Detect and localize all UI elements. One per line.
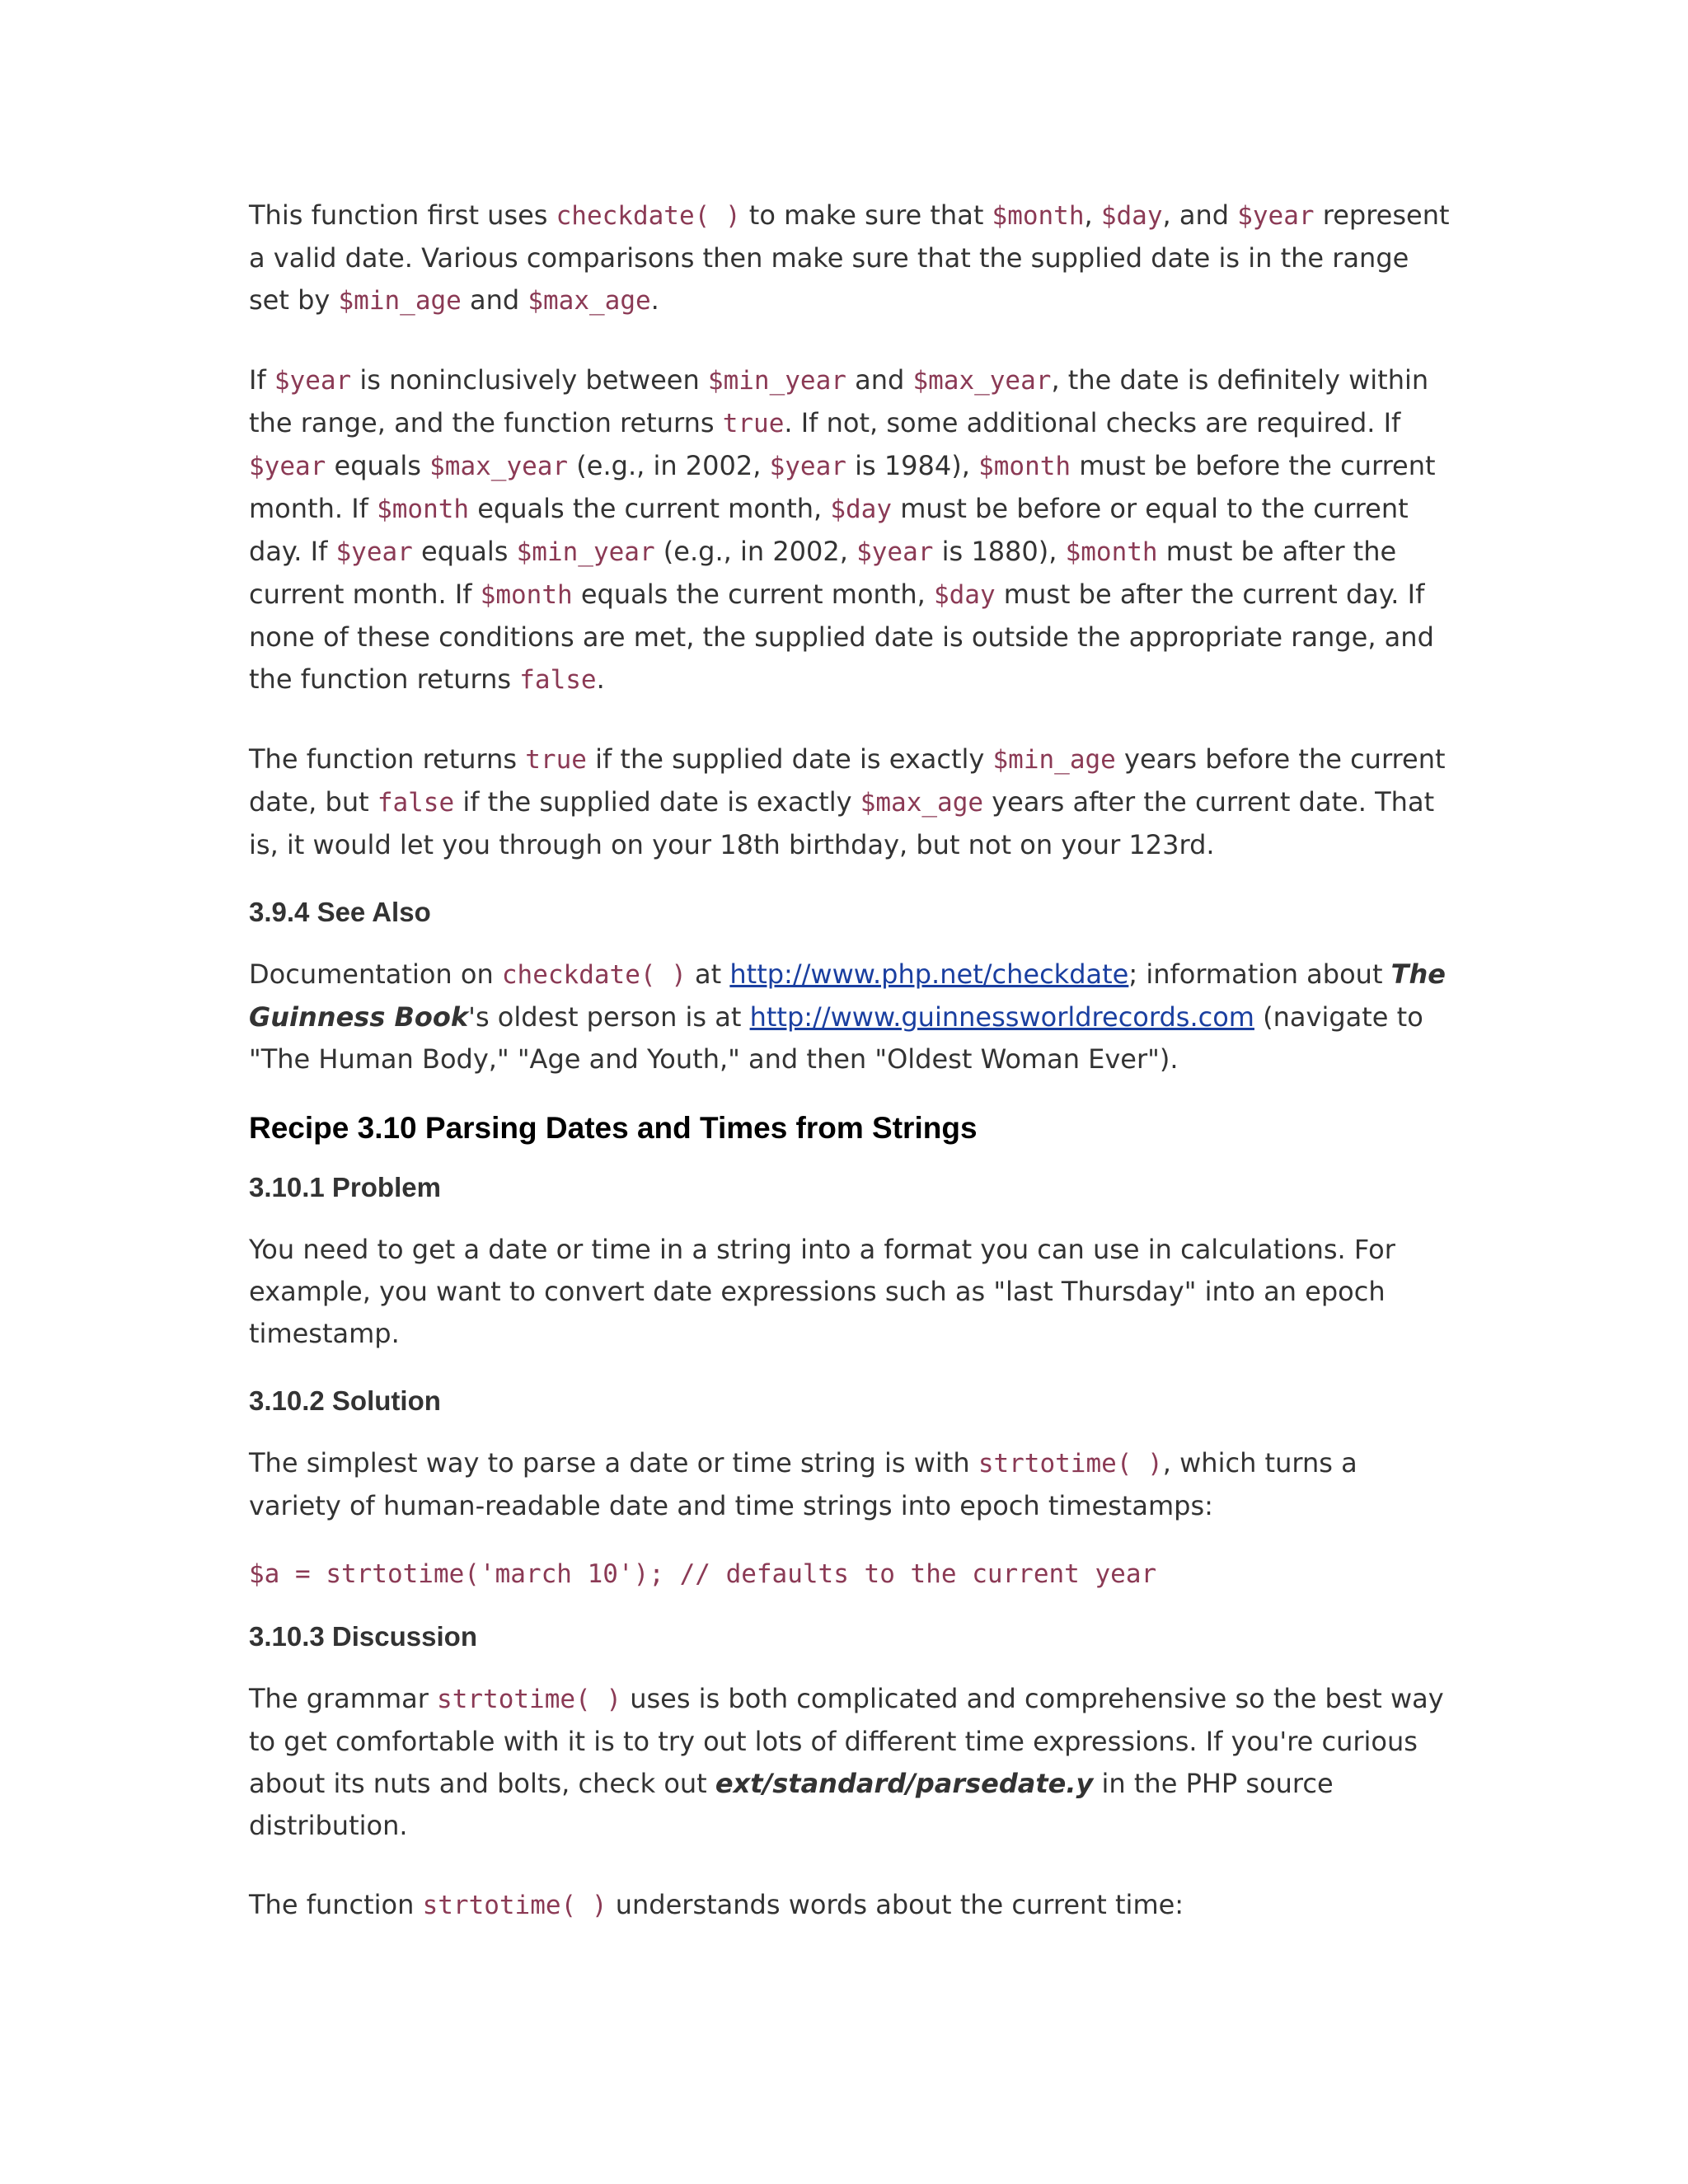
code-strtotime: strtotime( ) [422,1891,607,1920]
code-block-strtotime-example: $a = strtotime('march 10'); // defaults to the current year [249,1559,1157,1589]
code-year: $year [1237,201,1315,231]
code-strtotime: strtotime( ) [978,1449,1163,1479]
link-php-checkdate[interactable]: http://www.php.net/checkdate [729,958,1129,990]
document-page [249,194,1452,1927]
code-year: $year [856,537,934,567]
code-false: false [519,665,597,695]
code-min-year: $min_year [516,537,655,567]
paragraph-discussion: The grammar strtotime( ) uses is both complicated and comprehensive so the best way to get comfortable with it is to try out lots of different time expressions. If you're curious about its nuts and bolts, check out ext/standard/parsedate.y in the PHP source distribution. [249,1683,1444,1841]
paragraph-range-checks: If $year is noninclusively between $min_year and $max_year, the date is definitely within the range, and the function returns true. If not, some additional checks are required. If $year equals $max_year (e.g., in 2002, $year is 1984), $month must be before the current month. If $month equals the current month, $day must be before or equal to the current day. If $year equals $min_year (e.g., in 2002, $year is 1880), $month must be after the current month. If $month equals the current month, $day must be after the current day. If none of these conditions are met, the supplied date is outside the appropriate range, and the function returns false. [249,364,1436,695]
code-max-age: $max_age [528,286,651,316]
heading-recipe-3-10: Recipe 3.10 Parsing Dates and Times from Strings [249,1111,978,1145]
code-year: $year [769,452,846,481]
paragraph-checkdate-intro: This function first uses checkdate( ) to make sure that $month, $day, and $year represent a valid date. Various comparisons then make sure that the supplied date is in the range set by $min_age and $max_age. [249,199,1450,316]
code-day: $day [933,580,996,610]
book-title: The Guinness Book [249,958,1446,1033]
code-max-age: $max_age [860,788,984,818]
code-day: $day [1100,201,1163,231]
paragraph-see-also: Documentation on checkdate( ) at http://www.php.net/checkdate; information about The Guinness Book's oldest person is at http://www.guinnessworldrecords.com (navigate to "The Human Body," "Age and Youth," and then "Oldest Woman Ever"). [249,958,1446,1075]
paragraph-problem: You need to get a date or time in a string into a format you can use in calculations. For example, you want to convert date expressions such as "last Thursday" into an epoch timestamp. [249,1234,1395,1349]
heading-problem: 3.10.1 Problem [249,1172,441,1202]
file-path-parsedate: ext/standard/parsedate.y [715,1768,1094,1799]
code-month: $month [377,494,470,524]
code-month: $month [480,580,573,610]
code-month: $month [978,452,1071,481]
code-checkdate: checkdate( ) [556,201,741,231]
heading-discussion: 3.10.3 Discussion [249,1621,477,1652]
code-day: $day [830,494,893,524]
code-year: $year [335,537,413,567]
code-max-year: $max_year [912,366,1052,396]
code-false: false [377,788,455,818]
paragraph-current-time-words: The function strtotime( ) understands words about the current time: [249,1889,1184,1920]
paragraph-solution: The simplest way to parse a date or time string is with strtotime( ), which turns a variety of human-readable date and time strings into epoch timestamps: [249,1447,1357,1521]
link-guinness-records[interactable]: http://www.guinnessworldrecords.com [749,1001,1254,1033]
code-min-age: $min_age [992,745,1116,775]
code-max-year: $max_year [429,452,569,481]
paragraph-return-values: The function returns true if the supplied date is exactly $min_age years before the current date, but false if the supplied date is exactly $max_age years after the current date. That is, it would let you through on your 18th birthday, but not on your 123rd. [249,743,1446,860]
code-year: $year [274,366,352,396]
heading-see-also: 3.9.4 See Also [249,897,431,927]
code-strtotime: strtotime( ) [437,1685,622,1714]
code-true: true [525,745,587,775]
code-month: $month [992,201,1085,231]
code-true: true [722,409,785,438]
heading-solution: 3.10.2 Solution [249,1385,441,1416]
code-checkdate: checkdate( ) [501,960,687,990]
code-year: $year [249,452,326,481]
code-min-year: $min_year [707,366,846,396]
code-min-age: $min_age [338,286,462,316]
code-month: $month [1065,537,1158,567]
